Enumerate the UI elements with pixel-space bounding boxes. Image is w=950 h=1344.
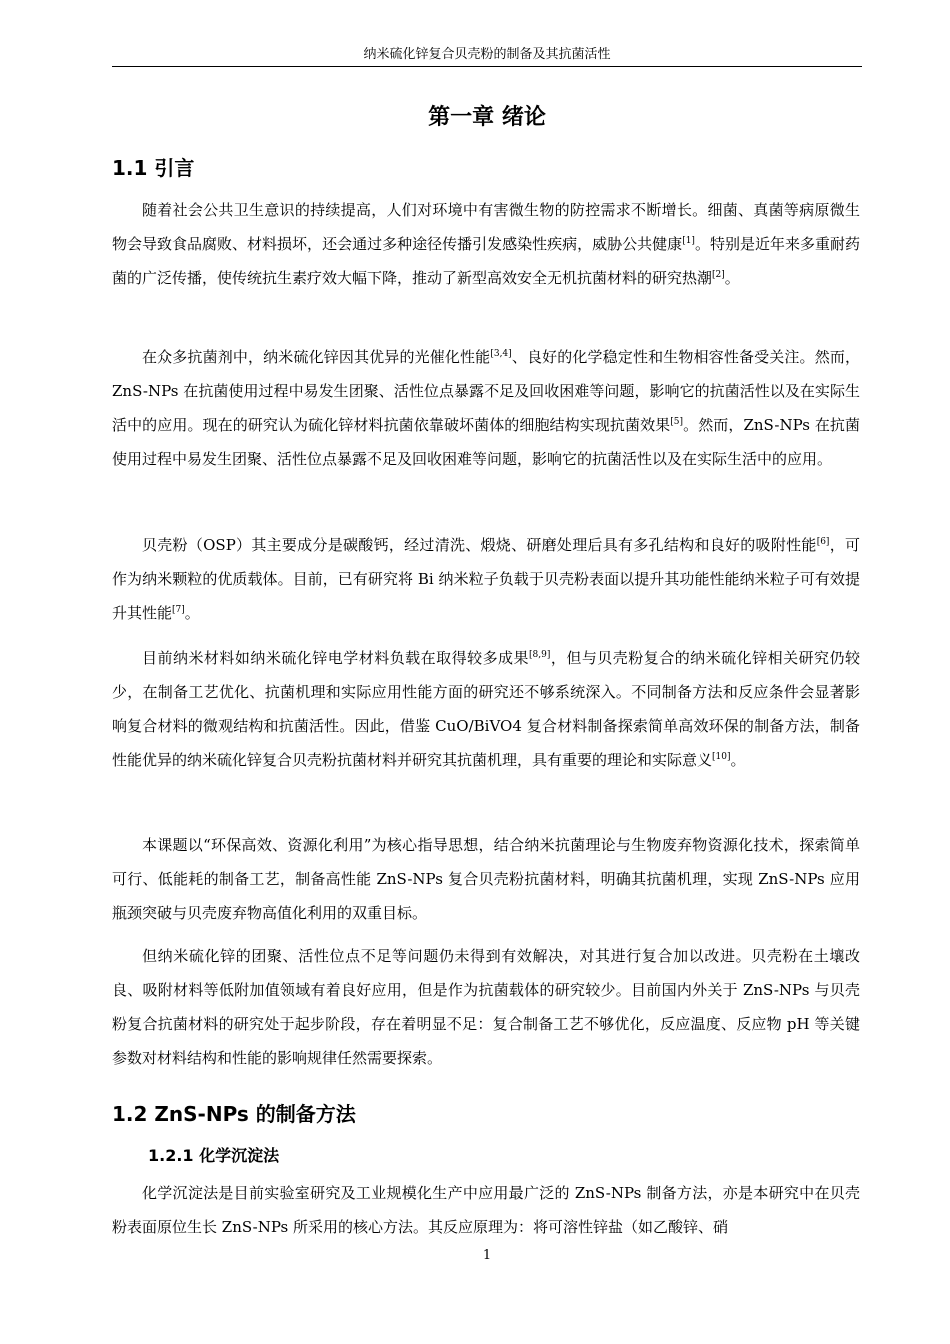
section-title-1-1: 1.1 引言 xyxy=(112,156,195,180)
citation-5: [5] xyxy=(670,417,684,427)
header-rule xyxy=(112,66,862,67)
paragraph-3-text-c: 。 xyxy=(184,604,200,622)
paragraph-1-text-b: 。特别是近年来多重耐药菌的广泛传播，使传统抗生素疗效大幅下降，推动了新型高效安全无机抗菌材料的研究热潮 xyxy=(112,235,860,287)
paragraph-2-text-a: 在众多抗菌剂中，纳米硫化锌因其优异的光催化性能 xyxy=(142,348,491,366)
paragraph-3-text-a: 贝壳粉（OSP）其主要成分是碳酸钙，经过清洗、煅烧、研磨处理后具有多孔结构和良好的吸附性能 xyxy=(142,536,817,554)
citation-6: [6] xyxy=(816,537,830,547)
section-title-1-2: 1.2 ZnS-NPs 的制备方法 xyxy=(112,1102,356,1126)
paragraph-4 xyxy=(112,641,860,777)
paragraph-4-text-b: ，但与贝壳粉复合的纳米硫化锌相关研究仍较少，在制备工艺优化、抗菌机理和实际应用性能方面的研究还不够系统深入。不同制备方法和反应条件会显著影响复合材料的微观结构和抗菌活性。因此，借鉴 CuO/BiVO4 复合材料制备探索简单高效环保的制备方法，制备性能优异的纳米硫化锌复合贝壳粉抗菌材料并研究其抗菌机理，具有重要的理论和实际意义 xyxy=(112,649,860,769)
paragraph-3-text-b: ，可作为纳米颗粒的优质载体。目前，已有研究将 Bi 纳米粒子负载于贝壳粉表面以提升其功能性能纳米粒子可有效提升其性能 xyxy=(112,536,860,622)
paragraph-5: 本课题以“环保高效、资源化利用”为核心指导思想，结合纳米抗菌理论与生物废弃物资源化技术，探索简单可行、低能耗的制备工艺，制备高性能 ZnS-NPs 复合贝壳粉抗菌材料，明确其抗菌机理，实现 ZnS-NPs 应用瓶颈突破与贝壳废弃物高值化利用的双重目标。 xyxy=(112,836,860,922)
paragraph-2 xyxy=(112,340,860,476)
citation-1: [1] xyxy=(682,236,695,246)
citation-3-4: [3,4] xyxy=(490,349,512,359)
paragraph-2-text-c: 。然而，ZnS-NPs 在抗菌使用过程中易发生团聚、活性位点暴露不足及回收困难等问题，影响它的抗菌活性以及在实际生活中的应用。 xyxy=(112,416,860,468)
citation-10: [10] xyxy=(712,752,731,762)
paragraph-7: 化学沉淀法是目前实验室研究及工业规模化生产中应用最广泛的 ZnS-NPs 制备方法，亦是本研究中在贝壳粉表面原位生长 ZnS-NPs 所采用的核心方法。其反应原理为：将可溶性锌盐（如乙酸锌、硝 xyxy=(112,1184,860,1236)
running-header: 纳米硫化锌复合贝壳粉的制备及其抗菌活性 xyxy=(363,47,611,62)
paragraph-1-text-c: 。 xyxy=(724,269,740,287)
paragraph-1-text-a: 随着社会公共卫生意识的持续提高，人们对环境中有害微生物的防控需求不断增长。细菌、真菌等病原微生物会导致食品腐败、材料损坏，还会通过多种途径传播引发感染性疾病，威胁公共健康 xyxy=(112,201,860,253)
page-number: 1 xyxy=(482,1248,492,1263)
paragraph-2-text-b: 、良好的化学稳定性和生物相容性备受关注。然而，ZnS-NPs 在抗菌使用过程中易发生团聚、活性位点暴露不足及回收困难等问题，影响它的抗菌活性以及在实际生活中的应用。现在的研究认为硫化锌材料抗菌依靠破坏菌体的细胞结构实现抗菌效果 xyxy=(112,348,860,434)
paragraph-6: 但纳米硫化锌的团聚、活性位点不足等问题仍未得到有效解决，对其进行复合加以改进。贝壳粉在土壤改良、吸附材料等低附加值领域有着良好应用，但是作为抗菌载体的研究较少。目前国内外关于 ZnS-NPs 与贝壳粉复合抗菌材料的研究处于起步阶段，存在着明显不足：复合制备工艺不够优化，反应温度、反应物 pH 等关键参数对材料结构和性能的影响规律任然需要探索。 xyxy=(112,947,860,1067)
citation-2: [2] xyxy=(712,270,725,280)
paragraph-4-text-a: 目前纳米材料如纳米硫化锌电学材料负载在取得较多成果 xyxy=(142,649,530,667)
paragraph-3 xyxy=(112,528,860,630)
citation-7: [7] xyxy=(172,605,185,615)
paragraph-1 xyxy=(112,193,860,295)
subsection-title-1-2-1: 1.2.1 化学沉淀法 xyxy=(148,1146,280,1165)
paragraph-4-text-c: 。 xyxy=(730,751,746,769)
chapter-title: 第一章 绪论 xyxy=(428,105,546,130)
citation-8-9: [8,9] xyxy=(529,650,551,660)
